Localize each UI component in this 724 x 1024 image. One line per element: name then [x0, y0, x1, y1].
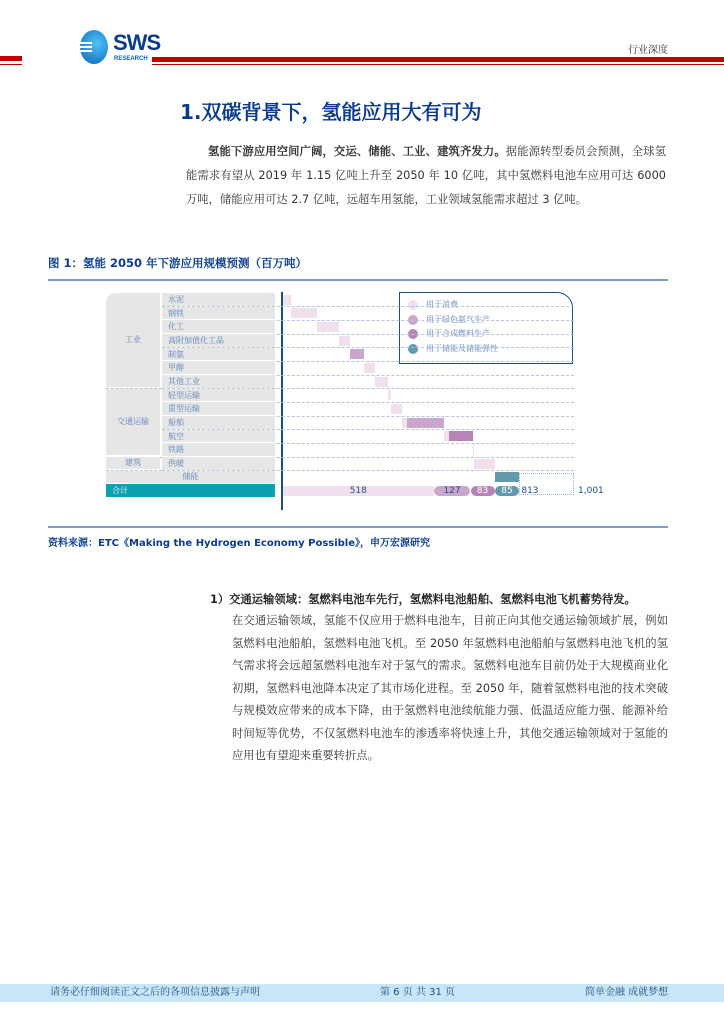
figure-bottom-rule [48, 526, 668, 528]
bar-consumption [291, 308, 317, 318]
row-label: 高附加值化工品 [162, 334, 275, 347]
doc-type: 行业深度 [628, 45, 668, 56]
header-rule-thin [152, 64, 724, 65]
total-bar-green_ammonia: 127 [434, 486, 471, 496]
legend-dot-icon [408, 344, 418, 354]
bar-consumption [283, 295, 291, 305]
figure-source: 资料来源：ETC《Making the Hydrogen Economy Possible》，申万宏源研究 [48, 538, 431, 549]
bar-consumption [364, 363, 375, 373]
category-label: 交通运输 [106, 389, 160, 455]
row-label: 化工 [162, 320, 275, 333]
footer-slogan: 简单金融 成就梦想 [585, 987, 669, 998]
row-label: 制氨 [162, 348, 275, 361]
category-label: 工业 [106, 293, 160, 387]
section-title: 1.双碳背景下，氢能应用大有可为 [180, 100, 482, 124]
bar-synthetic_fuel [449, 431, 473, 441]
row-label: 航空 [162, 430, 275, 443]
subtotal-label: 813 [521, 485, 539, 496]
bar-consumption [339, 336, 350, 346]
total-label: 合计 [106, 484, 275, 497]
bar-green_ammonia [407, 418, 444, 428]
row-label: 铁路 [162, 443, 275, 456]
subsection [210, 590, 668, 768]
legend-label: 用于储能及储能弹性 [426, 343, 498, 353]
legend-label: 用于消费 [426, 300, 458, 309]
row-label: 轻型运输 [162, 389, 275, 402]
intro-text: 据能源转型委员会预测，全球氢能需求有望从 2019 年 1.15 亿吨上升至 2050 年 10 亿吨，其中氢燃料电池车应用可达 6000 万吨，储能应用可达 2.7 亿吨，远超车用氢能，工业领域氢能需求超过 3 亿吨。 [186, 145, 666, 206]
row-label: 船舶 [162, 416, 275, 429]
category-label: 建筑 [106, 457, 160, 469]
row-label: 水泥 [162, 293, 275, 306]
bar-consumption [388, 390, 390, 400]
footer-page-number: 第 6 页 共 31 页 [380, 987, 455, 998]
bar-consumption [391, 404, 403, 414]
subsection-text: 在交通运输领域，氢能不仅应用于燃料电池车，目前正向其他交通运输领域扩展，例如氢燃料电池船舶，氢燃料电池飞机。至 2050 年氢燃料电池船舶与氢燃料电池飞机的氢气需求将会远超氢燃料电池车对于氢气的需求。氢燃料电池车目前仍处于大规模商业化初期，氢燃料电池降本决定了其市场化进程。至 2050 年，随着氢燃料电池的技术突破与规模效应带来的成本下降，由于氢燃料电池续航能力强、低温适应能力强、能源补给时间短等优势，不仅氢燃料电池车的渗透率将快速上升，其他交通运输领域对于氢能的应用也有望迎来重要转折点。 [232, 614, 668, 762]
legend-label: 用于绿色氨气生产 [426, 314, 490, 324]
total-bar-synthetic_fuel: 83 [471, 486, 495, 496]
logo-subtext: RESEARCH [114, 56, 148, 62]
legend-dot-icon [408, 300, 418, 310]
subsection-heading: 1）交通运输领域：氢燃料电池车先行，氢燃料电池船舶、氢燃料电池飞机蓄势待发。 [210, 593, 636, 606]
header-rule-left [0, 56, 22, 61]
footer-bar [0, 984, 724, 1002]
row-label: 其他工业 [162, 375, 275, 388]
chart-legend [399, 292, 573, 364]
figure-title: 图 1：氢能 2050 年下游应用规模预测（百万吨） [48, 256, 308, 270]
figure-top-rule [48, 279, 668, 281]
row-label: 供暖 [162, 457, 275, 470]
total-bar-consumption: 518 [283, 486, 434, 496]
intro-bold: 氢能下游应用空间广阔，交运、储能、工业、建筑齐发力。 [208, 145, 506, 158]
bar-consumption [317, 322, 339, 332]
legend-label: 用于合成燃料生产 [426, 329, 490, 338]
bar-storage [495, 472, 520, 482]
row-label: 钢铁 [162, 307, 275, 320]
bar-consumption [473, 445, 474, 455]
row-label: 重型运输 [162, 402, 275, 415]
bar-green_ammonia [350, 349, 364, 359]
total-bar-storage: 85 [495, 486, 520, 496]
bar-consumption [375, 377, 388, 387]
bar-consumption [474, 459, 494, 469]
storage-label: 储能 [106, 471, 275, 484]
row-label: 甲醇 [162, 361, 275, 374]
legend-item [408, 344, 498, 354]
logo-text: SWS [113, 30, 161, 55]
footer-disclaimer: 请务必仔细阅读正文之后的各项信息披露与声明 [50, 987, 260, 998]
grand-total-label: 1,001 [578, 485, 604, 496]
intro-paragraph [186, 140, 666, 212]
header-rule [152, 57, 724, 62]
header-rule-left-thin [0, 64, 22, 65]
legend-item [408, 300, 458, 310]
sws-logo-icon [80, 30, 108, 64]
